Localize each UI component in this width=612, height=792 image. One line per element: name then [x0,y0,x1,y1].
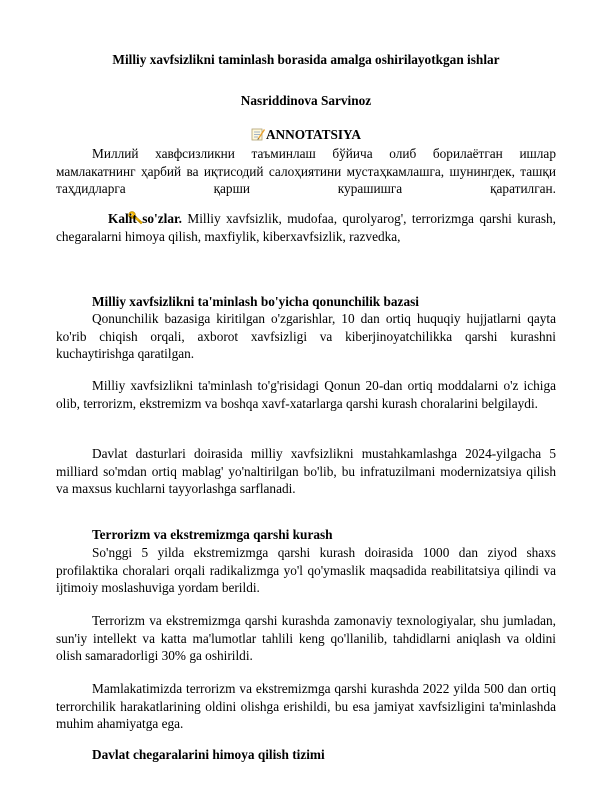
section-heading-borders: Davlat chegaralarini himoya qilish tizimi [92,747,325,762]
document-title: Milliy xavfsizlikni taminlash borasida amalga oshirilayotkgan ishlar [112,52,500,67]
memo-icon [251,127,265,141]
section-body-legislation [56,310,556,363]
section-body-legislation-3 [56,445,556,498]
section-heading-terrorism: Terrorizm va ekstremizmga qarshi kurash [92,527,333,542]
section-body-terrorism-2 [56,612,556,665]
section-body-terrorism [56,544,556,597]
section-body-terrorism-3 [56,680,556,733]
annotation-heading: ANNOTATSIYA [265,127,362,142]
paragraph: Qonunchilik bazasiga kiritilgan o'zgarishlar, 10 dan ortiq huquqiy hujjatlarni qayta ko'rib chiqish orqali, axborot xavfsizligi va kiberjinoyatchilikka qarshi kurashni kuchaytirishga qaratilgan. [56,311,556,361]
annotation-text [56,145,556,198]
keywords-block [56,210,556,245]
paragraph: Terrorizm va ekstremizmga qarshi kurashda zamonaviy texnologiyalar, shu jumladan, sun'iy intellekt va katta ma'lumotlar tahlili keng qo'llanilib, tahdidlarni aniqlash va oldini olish samaradorligi 30% ga oshirildi. [56,613,556,663]
section-heading-legislation: Milliy xavfsizlikni ta'minlash bo'yicha qonunchilik bazasi [92,294,419,309]
section-body-legislation-2 [56,377,556,412]
keywords-paragraph [56,210,556,245]
annotation-heading-row [0,126,612,144]
paragraph: Milliy xavfsizlikni ta'minlash to'g'risidagi Qonun 20-dan ortiq moddalarni o'z ichiga olib, terrorizm, ekstremizm va boshqa xavf-xatarlarga qarshi kurash choralarini belgilaydi. [56,378,556,411]
keywords-label: Kalit so'zlar. [108,211,182,226]
paragraph: Mamlakatimizda terrorizm va ekstremizmga qarshi kurashda 2022 yilda 500 dan ortiq terrorchilik harakatlarining oldini olishga erishildi, bu esa jamiyat xavfsizligini ta'minlashda muhim ahamiyatga ega. [56,681,556,731]
author-name: Nasriddinova Sarvinoz [240,93,372,108]
annotation-paragraph: Миллий хавфсизликни таъминлаш бўйича олиб борилаётган ишлар мамлакатнинг ҳарбий ва иқтисодий салоҳиятини мустаҳкамлашга, шунингдек, ташқи таҳдидларга қарши курашишга қаратилган. [56,146,556,196]
paragraph: Davlat dasturlari doirasida milliy xavfsizlikni mustahkamlashga 2024-yilgacha 5 milliard so'mdan ortiq mablag' yo'naltirilgan bo'lib, bu infratuzilmani modernizatsiya qilish va maxsus kuchlarni tayyorlashga sarflanadi. [56,446,556,496]
key-icon [92,211,107,225]
keywords-text: Milliy xavfsizlik, mudofaa, qurolyarog', terrorizmga qarshi kurash, chegaralarni himoya qilish, maxfiylik, kiberxavfsizlik, razvedka, [56,211,556,244]
paragraph: So'nggi 5 yilda ekstremizmga qarshi kurash doirasida 1000 dan ziyod shaxs profilaktika choralari orqali radikalizmga yo'l qo'ymaslik maqsadida reabilitatsiya qilindi va ijtimoiy moslashuviga yordam berildi. [56,545,556,595]
